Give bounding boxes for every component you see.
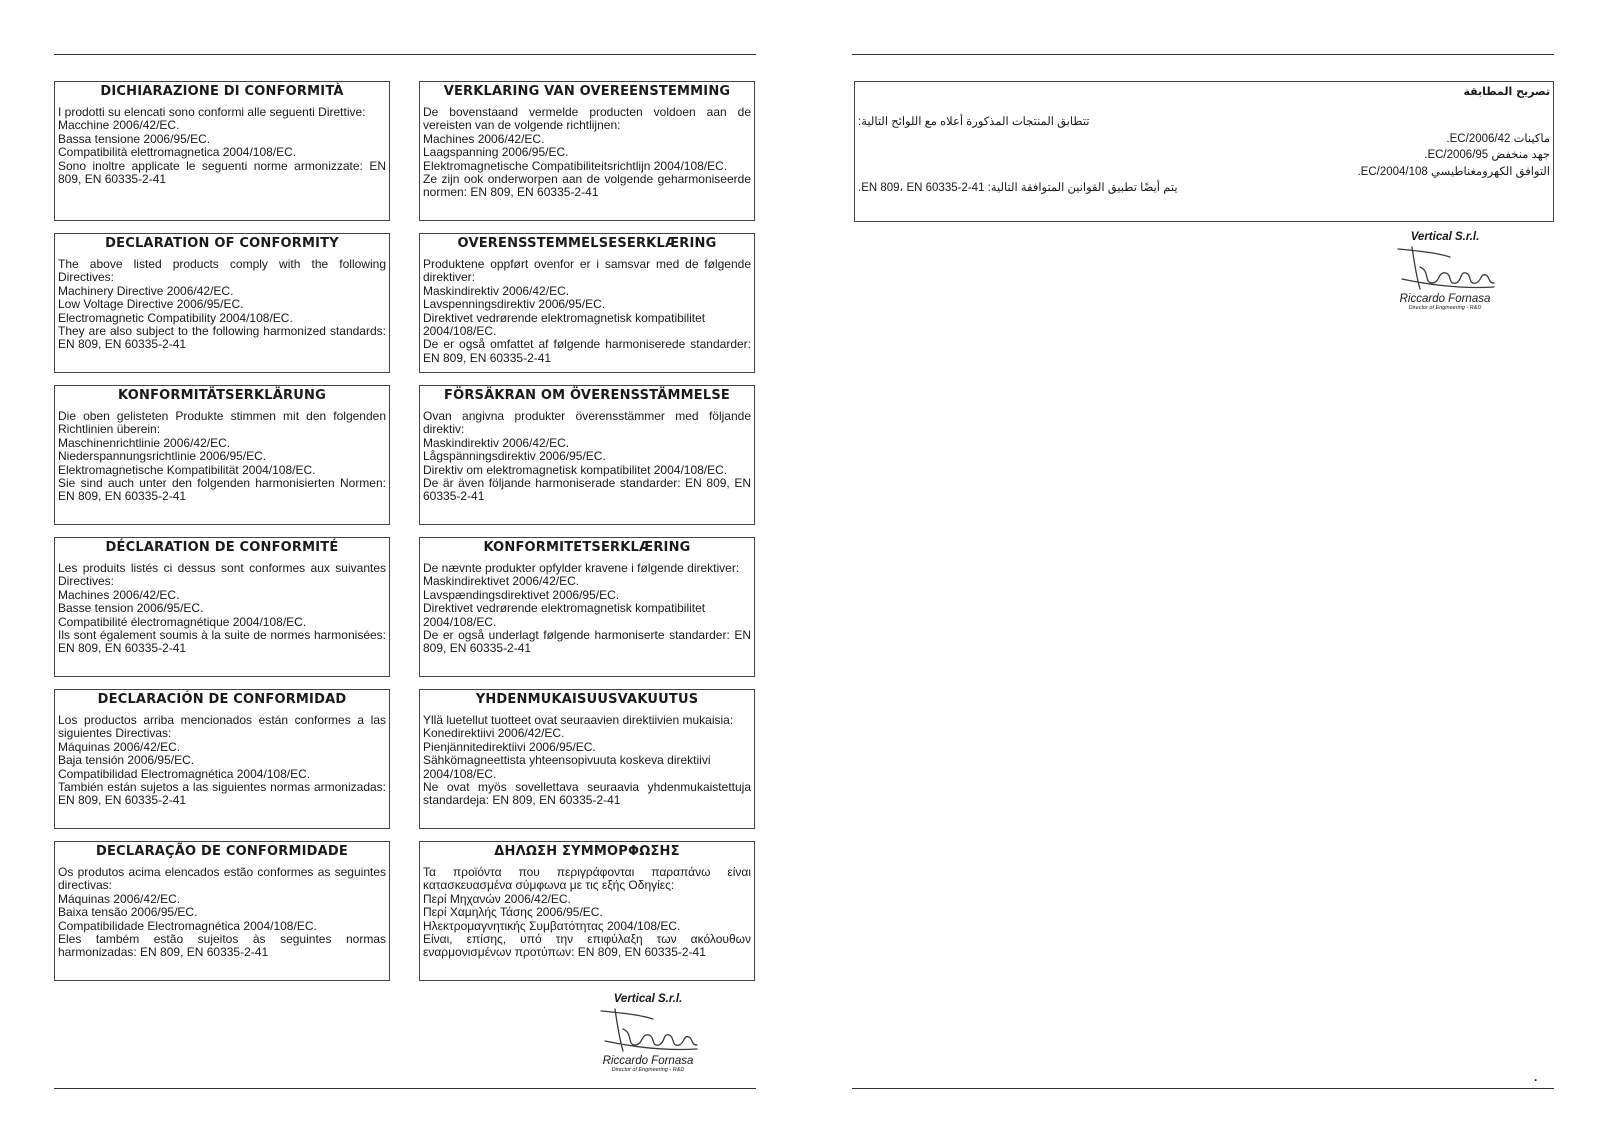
declaration-line: Maschinenrichtlinie 2006/42/EC. (58, 435, 231, 450)
declaration-dutch (419, 81, 755, 221)
declaration-line: Pienjännitedirektiivi 2006/95/EC. (423, 739, 596, 754)
declaration-finnish (419, 689, 755, 829)
signature-name: Riccardo Fornasa (602, 1055, 694, 1067)
declaration-norwegian (419, 233, 755, 373)
declaration-body (423, 106, 751, 200)
declaration-line: De är även följande harmoniserade standarder: EN 809, EN 60335-2-41 (423, 476, 751, 504)
signature-name: Riccardo Fornasa (1399, 293, 1491, 305)
declaration-german (54, 385, 390, 525)
page-mark: . (1534, 1070, 1538, 1084)
declaration-line: يتم أيضًا تطبيق القوانين المتوافقة التالية: EN 809، EN 60335-2-41. (858, 182, 1178, 194)
declaration-line: Lavspenningsdirektiv 2006/95/EC. (423, 297, 606, 312)
signature-block-right (1375, 231, 1515, 311)
declaration-body (423, 866, 751, 960)
declaration-line: Ηλεκτρομαγνητικής Συμβατότητας 2004/108/EC. (423, 918, 681, 933)
declaration-line: De er også underlagt følgende harmoniserte standarder: EN 809, EN 60335-2-41 (423, 628, 751, 656)
declaration-line: Machines 2006/42/EC. (423, 131, 545, 146)
signature-role: Director of Engineering - R&D (1408, 305, 1482, 311)
declaration-line: The above listed products comply with the following Directives: (58, 257, 386, 285)
declaration-line: Sähkömagneettista yhteensopivuuta koskeva direktiivi 2004/108/EC. (423, 753, 711, 781)
declaration-line: Maskindirektivet 2006/42/EC. (423, 574, 580, 589)
declaration-line: Basse tension 2006/95/EC. (58, 601, 204, 616)
declaration-french (54, 537, 390, 677)
declaration-line: Macchine 2006/42/EC. (58, 118, 180, 133)
declaration-body (58, 410, 386, 504)
declaration-line: Direktiv om elektromagnetisk kompatibilitet 2004/108/EC. (423, 462, 728, 477)
declaration-body (58, 866, 386, 960)
declaration-line: Lavspændingsdirektivet 2006/95/EC. (423, 587, 620, 602)
declaration-body (423, 562, 751, 656)
declaration-title: VERKLARING VAN OVEREENSTEMMING (443, 84, 731, 99)
declaration-greek (419, 841, 755, 981)
declaration-title: FÖRSÄKRAN OM ÖVERENSSTÄMMELSE (444, 388, 730, 403)
declaration-title: DÉCLARATION DE CONFORMITÉ (105, 540, 339, 555)
declaration-title: DICHIARAZIONE DI CONFORMITÀ (100, 84, 344, 99)
declaration-line: Eles também estão sujeitos às seguintes normas harmonizadas: EN 809, EN 60335-2-41 (58, 932, 386, 960)
declaration-line: Sie sind auch unter den folgenden harmonisierten Normen: EN 809, EN 60335-2-41 (58, 476, 386, 504)
declaration-title: KONFORMITETSERKLÆRING (483, 540, 691, 555)
bottom-rule-left (54, 1088, 756, 1089)
declaration-line: تتطابق المنتجات المذكورة أعلاه مع اللوائح التالية: (858, 116, 1090, 128)
declaration-danish (419, 537, 755, 677)
declaration-body (423, 714, 751, 808)
declaration-line: Ne ovat myös sovellettava seuraavia yhdenmukaistettuja standardeja: EN 809, EN 60335-2-41 (423, 780, 751, 808)
declaration-line: Elektromagnetische Kompatibilität 2004/108/EC. (58, 462, 316, 477)
top-rule-left (54, 54, 756, 55)
declaration-line: ماكينات 2006/42/EC. (1446, 132, 1550, 145)
declaration-title: DECLARACIÓN DE CONFORMIDAD (97, 692, 347, 707)
declaration-line: Low Voltage Directive 2006/95/EC. (58, 297, 244, 312)
declaration-line: التوافق الكهرومغناطيسي 2004/108/EC. (1357, 165, 1550, 178)
declaration-body (58, 106, 386, 186)
declaration-swedish (419, 385, 755, 525)
declaration-line: Maskindirektiv 2006/42/EC. (423, 283, 570, 298)
signature-company: Vertical S.r.l. (613, 993, 683, 1005)
declaration-line: Είναι, επίσης, υπό την επιφύλαξη των ακόλουθων εναρμονισμένων προτύπων: EN 809, EN 60335-2-41 (423, 932, 751, 960)
declaration-line: Sono inoltre applicate le seguenti norme armonizzate: EN 809, EN 60335-2-41 (58, 158, 386, 187)
bottom-rule-right (852, 1088, 1554, 1089)
signature-role: Director of Engineering - R&D (611, 1067, 685, 1073)
declaration-body (58, 714, 386, 808)
declaration-body (858, 114, 1550, 197)
declaration-title: DECLARATION OF CONFORMITY (105, 236, 339, 251)
declaration-line: Bassa tensione 2006/95/EC. (58, 131, 211, 146)
declaration-line: Ils sont également soumis à la suite de normes harmonisées: EN 809, EN 60335-2-41 (58, 628, 386, 656)
declaration-line: جهد منخفض 2006/95/EC. (1424, 149, 1550, 161)
declaration-line: Compatibilidade Electromagnética 2004/108/EC. (58, 918, 317, 933)
declaration-arabic (854, 81, 1554, 222)
declaration-line: Lågspänningsdirektiv 2006/95/EC. (423, 449, 606, 464)
declaration-line: También están sujetos a las siguientes normas armonizadas: EN 809, EN 60335-2-41 (58, 780, 386, 808)
declaration-line: Baixa tensão 2006/95/EC. (58, 905, 198, 920)
declaration-line: Direktivet vedrørende elektromagnetisk kompatibilitet 2004/108/EC. (423, 601, 706, 629)
declaration-title: YHDENMUKAISUUSVAKUUTUS (475, 692, 699, 707)
declaration-line: De bovenstaand vermelde producten voldoen aan de vereisten van de volgende richtlijnen: (423, 105, 751, 133)
declaration-line: Περί Χαμηλής Τάσης 2006/95/EC. (423, 905, 603, 920)
declaration-line: I prodotti su elencati sono conformi alle seguenti Direttive: (58, 105, 366, 119)
declaration-line: Laagspanning 2006/95/EC. (423, 145, 569, 160)
declaration-line: Περί Μηχανών 2006/42/EC. (423, 891, 571, 906)
declaration-line: Ovan angivna produkter överensstämmer med följande direktiv: (423, 409, 751, 437)
declaration-line: Baja tensión 2006/95/EC. (58, 753, 195, 768)
declaration-italian (54, 81, 390, 221)
declaration-line: Niederspannungsrichtlinie 2006/95/EC. (58, 449, 267, 464)
declaration-line: Compatibilità elettromagnetica 2004/108/EC. (58, 145, 297, 160)
declaration-title: ΔΗΛΩΣΗ ΣΥΜΜΟΡΦΩΣΗΣ (494, 844, 680, 859)
declaration-title: KONFORMITÄTSERKLÄRUNG (118, 388, 326, 403)
declaration-line: Máquinas 2006/42/EC. (58, 891, 181, 906)
declaration-title: OVERENSSTEMMELSESERKLÆRING (457, 236, 717, 251)
declaration-line: Los productos arriba mencionados están conformes a las siguientes Directivas: (58, 713, 386, 741)
declaration-line: Τα προϊόντα που περιγράφονται παραπάνω είναι κατασκευασμένα σύμφωνα με τις εξής Οδηγίες: (423, 865, 751, 893)
declaration-line: Machinery Directive 2006/42/EC. (58, 283, 234, 298)
declaration-line: Konedirektiivi 2006/42/EC. (423, 726, 565, 741)
handwritten-signature (593, 1005, 703, 1057)
declaration-body (58, 258, 386, 352)
declaration-english (54, 233, 390, 373)
declaration-line: Maskindirektiv 2006/42/EC. (423, 435, 570, 450)
declaration-title: DECLARAÇÃO DE CONFORMIDADE (96, 844, 348, 859)
declaration-line: Ze zijn ook onderworpen aan de volgende geharmoniseerde normen: EN 809, EN 60335-2-41 (423, 172, 751, 200)
declaration-line: Compatibilité électromagnétique 2004/108/EC. (58, 614, 307, 629)
signature-block-left (578, 993, 718, 1073)
declaration-spanish (54, 689, 390, 829)
declaration-line: Os produtos acima elencados estão conformes as seguintes directivas: (58, 865, 386, 893)
signature-company: Vertical S.r.l. (1410, 231, 1480, 243)
declaration-line: Máquinas 2006/42/EC. (58, 739, 181, 754)
declaration-body (423, 410, 751, 504)
declaration-line: Yllä luetellut tuotteet ovat seuraavien direktiivien mukaisia: (423, 713, 734, 727)
declaration-line: De nævnte produkter opfylder kravene i følgende direktiver: (423, 561, 740, 575)
declaration-line: Electromagnetic Compatibility 2004/108/EC. (58, 310, 293, 325)
declaration-line: De er også omfattet af følgende harmoniserede standarder: EN 809, EN 60335-2-41 (423, 337, 751, 365)
declaration-line: Machines 2006/42/EC. (58, 587, 180, 602)
declaration-line: Les produits listés ci dessus sont conformes aux suivantes Directives: (58, 561, 386, 589)
declaration-line: Direktivet vedrørende elektromagnetisk kompatibilitet 2004/108/EC. (423, 310, 706, 339)
handwritten-signature (1390, 243, 1500, 295)
declaration-line: Elektromagnetische Compatibiliteitsrichtlijn 2004/108/EC. (423, 158, 728, 173)
declaration-line: They are also subject to the following harmonized standards: EN 809, EN 60335-2-41 (58, 324, 386, 352)
declaration-body (58, 562, 386, 656)
declaration-portuguese (54, 841, 390, 981)
declaration-line: Produktene oppført ovenfor er i samsvar med de følgende direktiver: (423, 257, 751, 285)
declaration-body (423, 258, 751, 365)
declaration-title: تصريح المطابقة (1463, 85, 1550, 98)
declaration-line: Die oben gelisteten Produkte stimmen mit den folgenden Richtlinien überein: (58, 409, 386, 437)
declaration-line: Compatibilidad Electromagnética 2004/108/EC. (58, 766, 311, 781)
top-rule-right (852, 54, 1554, 55)
